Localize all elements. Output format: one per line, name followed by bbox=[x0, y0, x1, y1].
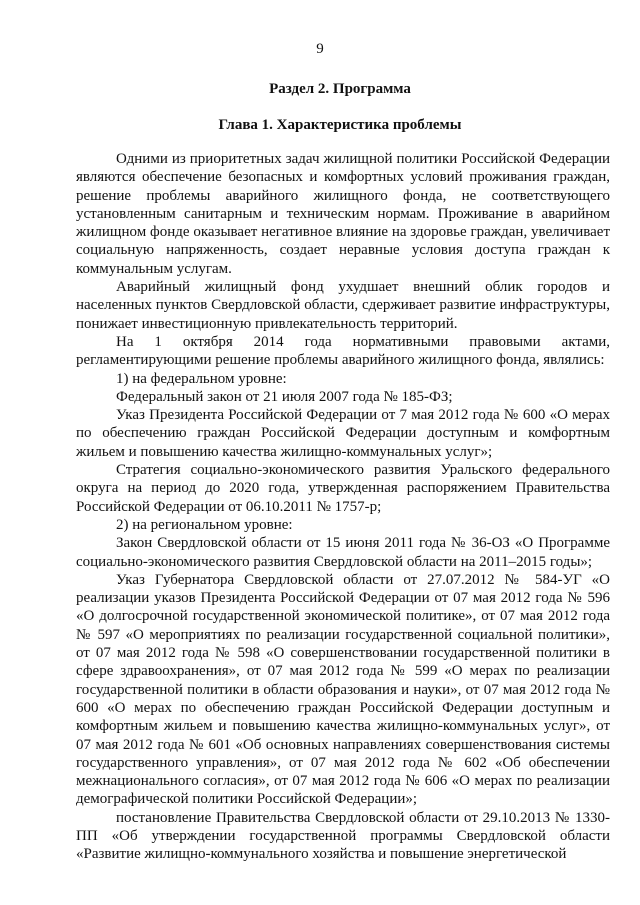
paragraph: 1) на федеральном уровне: bbox=[116, 370, 287, 387]
paragraph: Стратегия социально-экономического развития Уральского федерального округа на период до 2020 года, утвержденная распоряжением Правительства Российской Федерации от 06.10.2011 № 1757-р; bbox=[76, 462, 610, 515]
paragraph: Аварийный жилищный фонд ухудшает внешний облик городов и населенных пунктов Свердловской области, сдерживает развитие инфраструктуры, понижает инвестиционную привлекательность территорий. bbox=[76, 279, 610, 332]
paragraph: Одними из приоритетных задач жилищной политики Российской Федерации являются обеспечение безопасных и комфортных условий проживания граждан, решение проблемы аварийного жилищного фонда, не соответствующего установленным санитарным и техническим нормам. Проживание в аварийном жилищном фонде оказывает негативное влияние на здоровье граждан, увеличивает социальную напряженность, создает неравные условия доступа граждан к коммунальным услугам. bbox=[76, 151, 610, 277]
paragraph: Указ Губернатора Свердловской области от 27.07.2012 № 584-УГ «О реализации указов Президента Российской Федерации от 07 мая 2012 года № 596 «О долгосрочной государственной экономической политике», от 07 мая 2012 года № 597 «О мероприятиях по реализации государственной социальной политики», от 07 мая 2012 года № 598 «О совершенствовании государственной политики в сфере здравоохранения», от 07 мая 2012 года № 599 «О мерах по реализации государственной политики в области образования и науки», от 07 мая 2012 года № 600 «О мерах по обеспечению граждан Российской Федерации доступным и комфортным жильем и повышению качества жилищно-коммунальных услуг», от 07 мая 2012 года № 601 «Об основных направлениях совершенствования системы государственного управления», от 07 мая 2012 года № 602 «Об обеспечении межнационального согласия», от 07 мая 2012 года № 606 «О мерах по реализации демографической политики Российской Федерации»; bbox=[76, 571, 610, 808]
body-text bbox=[76, 150, 610, 864]
paragraph: На 1 октября 2014 года нормативными правовыми актами, регламентирующими решение проблемы аварийного жилищного фонда, являлись: bbox=[76, 333, 610, 369]
paragraph: постановление Правительства Свердловской области от 29.10.2013 № 1330-ПП «Об утверждении государственной программы Свердловской области «Развитие жилищно-коммунального хозяйства и повышение энергетической bbox=[76, 809, 610, 863]
paragraph: Закон Свердловской области от 15 июня 2011 года № 36-ОЗ «О Программе социально-экономического развития Свердловской области на 2011–2015 годы»; bbox=[76, 535, 610, 570]
chapter-title: Глава 1. Характеристика проблемы bbox=[218, 117, 462, 133]
paragraph: Указ Президента Российской Федерации от 7 мая 2012 года № 600 «О мерах по обеспечению граждан Российской Федерации доступным и комфортным жильем и повышению качества жилищно-коммунальных услуг»; bbox=[76, 407, 610, 460]
paragraph: 2) на региональном уровне: bbox=[116, 516, 293, 533]
section-title: Раздел 2. Программа bbox=[269, 81, 411, 97]
page-number: 9 bbox=[316, 41, 324, 57]
paragraph: Федеральный закон от 21 июля 2007 года № 185-ФЗ; bbox=[116, 388, 453, 405]
